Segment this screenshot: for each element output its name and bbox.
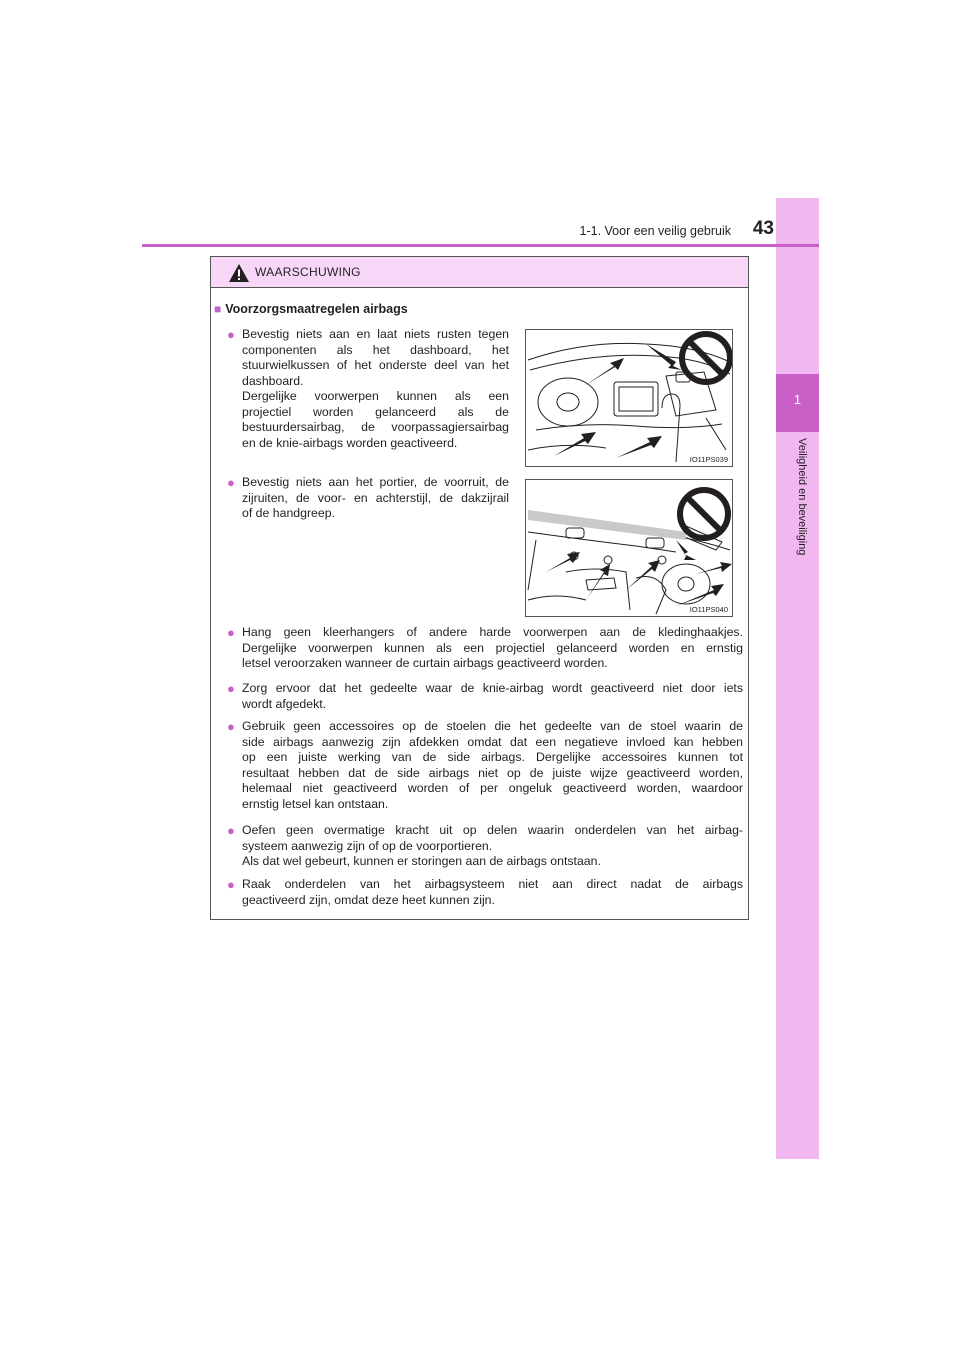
bullet-item — [227, 823, 743, 870]
bullet-dot-icon: ● — [227, 877, 235, 892]
bullet-line: letsel veroorzaken wanneer de curtain airbags geactiveerd worden. — [242, 656, 608, 670]
bullet-item — [227, 681, 743, 712]
bullet-dot-icon: ● — [227, 681, 235, 696]
cabin-illustration — [526, 480, 732, 616]
bullet-line: Dergelijke voorwerpen kunnen als een — [242, 389, 509, 403]
figure-dashboard — [525, 329, 733, 467]
warning-title: WAARSCHUWING — [255, 265, 361, 279]
bullet-line: systeem aanwezig zijn of op de voorportieren. — [242, 838, 493, 853]
bullet-line: en de knie-airbags worden geactiveerd. — [242, 435, 458, 450]
bullet-line: zijruiten, de voor- en achterstijl, de dakzijrail — [242, 490, 509, 505]
page-number: 43 — [752, 218, 774, 239]
bullet-line: geactiveerd zijn, omdat deze heet kunnen zijn. — [242, 892, 495, 907]
bullet-line: Bevestig niets aan het portier, de voorruit, de — [242, 475, 509, 489]
bullet-line: Oefen geen overmatige kracht uit op delen waarin onderdelen van het airbag- — [242, 823, 743, 837]
square-bullet-icon: ■ — [214, 302, 222, 316]
bullet-line: op een juiste werking van de side airbags. Dergelijke accessoires kunnen tot — [242, 750, 743, 764]
warning-triangle-icon — [228, 263, 250, 283]
bullet-line: ernstig letsel kan ontstaan. — [242, 796, 389, 811]
bullet-dot-icon: ● — [227, 475, 235, 490]
section-title: 1-1. Voor een veilig gebruik — [579, 224, 731, 238]
section-heading-text: Voorzorgsmaatregelen airbags — [225, 302, 408, 316]
bullet-line: of de handgreep. — [242, 506, 335, 520]
bullet-line: resultaat hebben dat de side airbags niet op de juiste wijze geactiveerd worden, — [242, 765, 743, 780]
bullet-item — [227, 719, 743, 812]
chapter-title: Veiligheid en beveiliging — [796, 438, 808, 556]
section-heading — [214, 302, 408, 316]
bullet-line: dashboard. — [242, 373, 304, 388]
figure-code: IO11PS039 — [689, 455, 728, 464]
bullet-line: componenten als het dashboard, het — [242, 342, 509, 357]
bullet-item — [227, 625, 743, 672]
bullet-line: Hang geen kleerhangers of andere harde voorwerpen aan de kledinghaakjes. — [242, 625, 743, 639]
bullet-line: side airbags aanwezig zijn afdekken omdat dat een negatieve invloed kan hebben — [242, 734, 743, 749]
bullet-line: Gebruik geen accessoires op de stoelen die het gedeelte van de stoel waarin de — [242, 719, 743, 733]
bullet-line: projectiel worden gelanceerd als de — [242, 404, 509, 419]
bullet-dot-icon: ● — [227, 327, 235, 342]
bullet-line: stuurwielkussen of het onderste deel van het — [242, 358, 509, 372]
bullet-line: helemaal niet geactiveerd worden of per ongeluk geactiveerd worden, waardoor — [242, 781, 743, 795]
bullet-line: Dergelijke voorwerpen kunnen als een projectiel gelanceerd worden en ernstig — [242, 640, 743, 655]
bullet-line: bestuurdersairbag, de voorpassagiersairbag — [242, 420, 509, 434]
bullet-line: wordt afgedekt. — [242, 696, 327, 711]
header-rule — [142, 244, 819, 247]
bullet-line: Zorg ervoor dat het gedeelte waar de knie-airbag wordt geactiveerd niet door iets — [242, 681, 743, 695]
bullet-dot-icon: ● — [227, 719, 235, 734]
chapter-number: 1 — [793, 392, 802, 407]
bullet-line: Raak onderdelen van het airbagsysteem niet aan direct nadat de airbags — [242, 877, 743, 891]
warning-header — [211, 257, 748, 288]
warning-box — [210, 256, 749, 920]
bullet-dot-icon: ● — [227, 625, 235, 640]
bullet-dot-icon: ● — [227, 823, 235, 838]
dashboard-illustration — [526, 330, 732, 466]
bullet-item — [227, 327, 509, 451]
bullet-item — [227, 877, 743, 908]
bullet-line: Als dat wel gebeurt, kunnen er storingen aan de airbags ontstaan. — [242, 854, 601, 868]
figure-cabin — [525, 479, 733, 617]
bullet-item — [227, 475, 509, 522]
chapter-side-tab — [776, 198, 819, 1159]
bullet-line: Bevestig niets aan en laat niets rusten tegen — [242, 327, 509, 341]
figure-code: IO11PS040 — [689, 605, 728, 614]
